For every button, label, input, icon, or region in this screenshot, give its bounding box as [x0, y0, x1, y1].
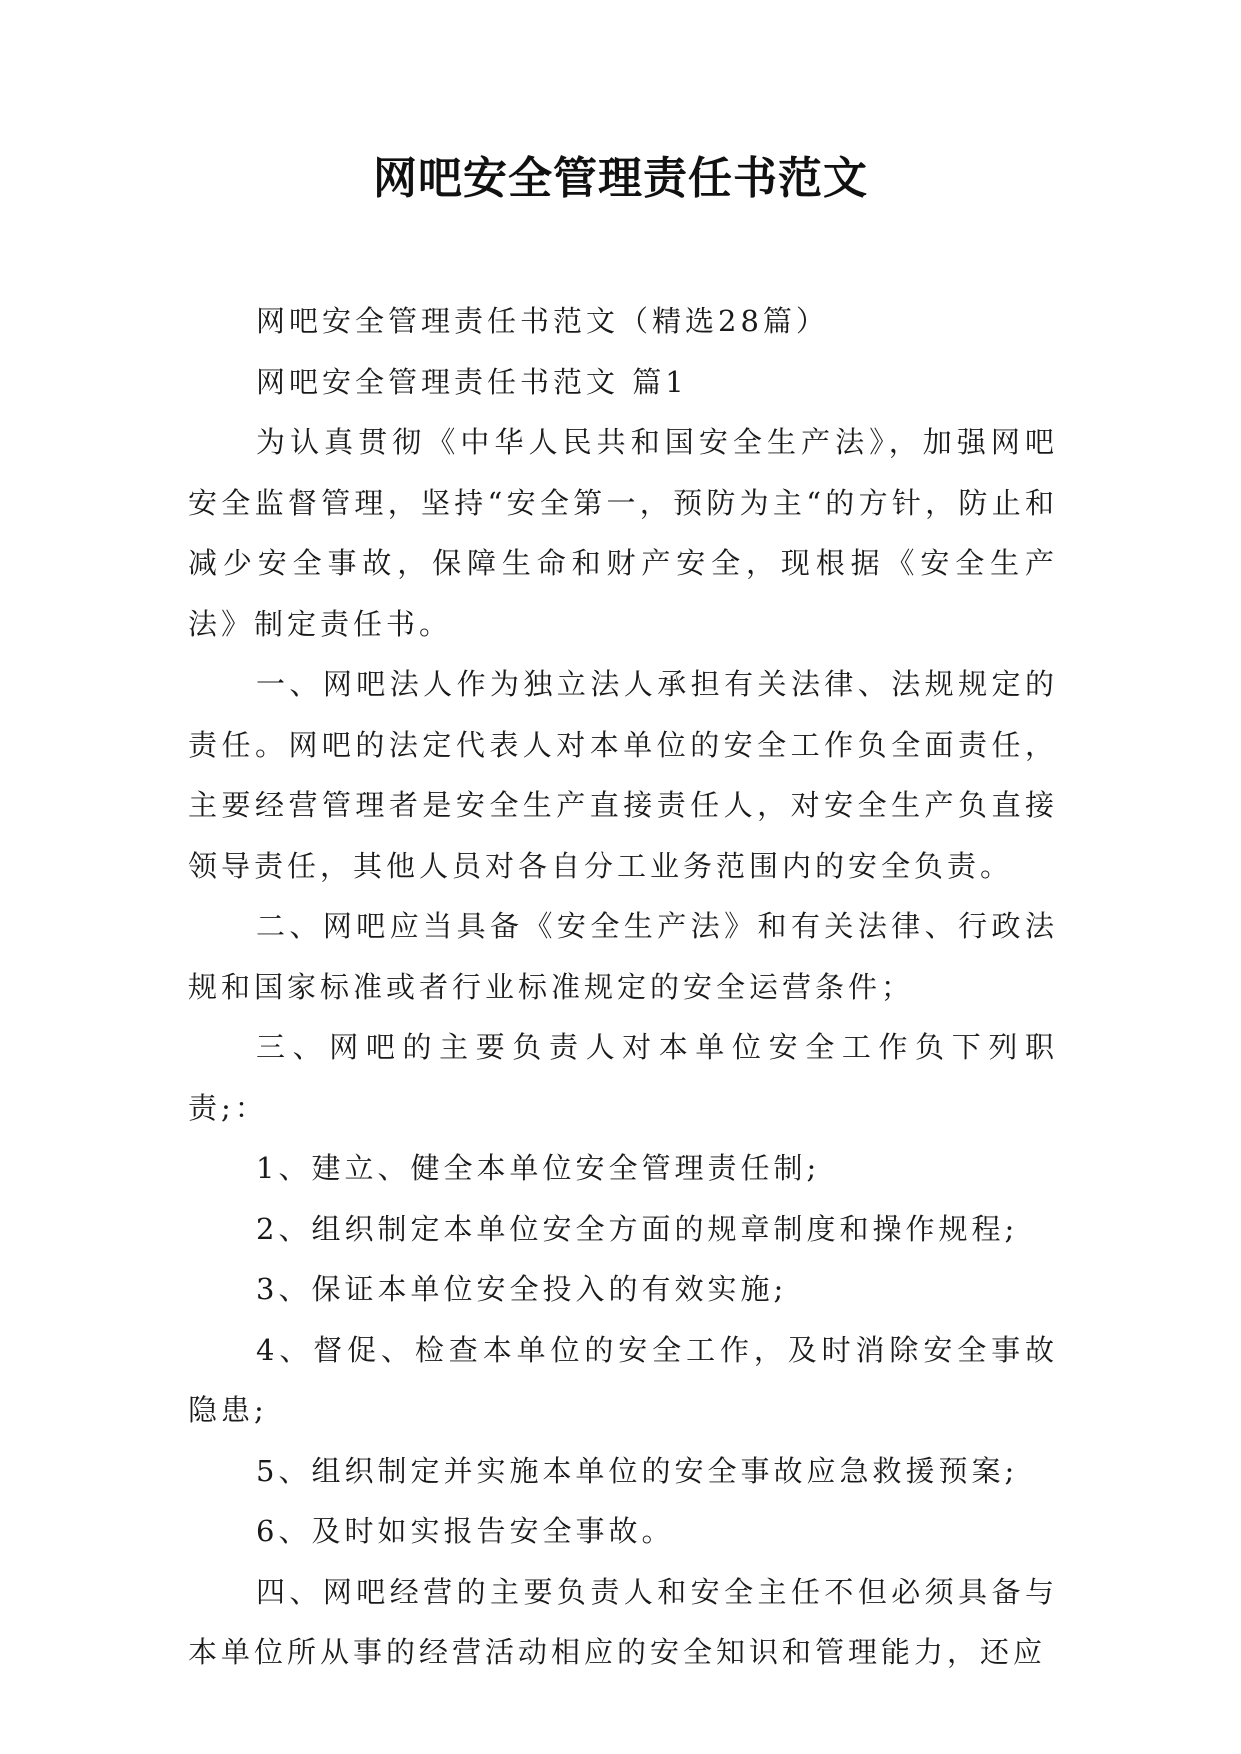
paragraph-section-heading: 网吧安全管理责任书范文 篇1 — [256, 364, 688, 399]
list-item-duty-2: 2、组织制定本单位安全方面的规章制度和操作规程; — [256, 1211, 1019, 1246]
paragraph-clause-4: 四、网吧经营的主要负责人和安全主任不但必须具备与本单位所从事的经营活动相应的安全知识和管理能力，还应 — [188, 1574, 1058, 1669]
list-item-duty-1: 1、建立、健全本单位安全管理责任制; — [256, 1151, 821, 1185]
list-item-duty-3: 3、保证本单位安全投入的有效实施; — [256, 1272, 788, 1306]
list-item-duty-5: 5、组织制定并实施本单位的安全事故应急救援预案; — [256, 1453, 1019, 1488]
paragraph-clause-2: 二、网吧应当具备《安全生产法》和有关法律、行政法规和国家标准或者行业标准规定的安全运营条件； — [188, 909, 1058, 1004]
document-title: 网吧安全管理责任书范文 — [373, 153, 868, 204]
paragraph-clause-3: 三、网吧的主要负责人对本单位安全工作负下列职责;： — [188, 1030, 1058, 1125]
paragraph-preamble: 为认真贯彻《中华人民共和国安全生产法》，加强网吧安全监督管理，坚持“安全第一，预防为主“的方针，防止和减少安全事故，保障生命和财产安全，现根据《安全生产法》制定责任书。 — [188, 425, 1058, 641]
paragraph-clause-1: 一、网吧法人作为独立法人承担有关法律、法规规定的责任。网吧的法定代表人对本单位的安全工作负全面责任，主要经营管理者是安全生产直接责任人，对安全生产负直接领导责任，其他人员对各自分工业务范围内的安全负责。 — [188, 667, 1058, 883]
paragraph-subtitle: 网吧安全管理责任书范文（精选28篇） — [256, 304, 829, 338]
list-item-duty-6: 6、及时如实报告安全事故。 — [256, 1514, 675, 1548]
list-item-duty-4: 4、督促、检查本单位的安全工作，及时消除安全事故隐患; — [188, 1332, 1058, 1427]
document-body — [188, 291, 1058, 1683]
